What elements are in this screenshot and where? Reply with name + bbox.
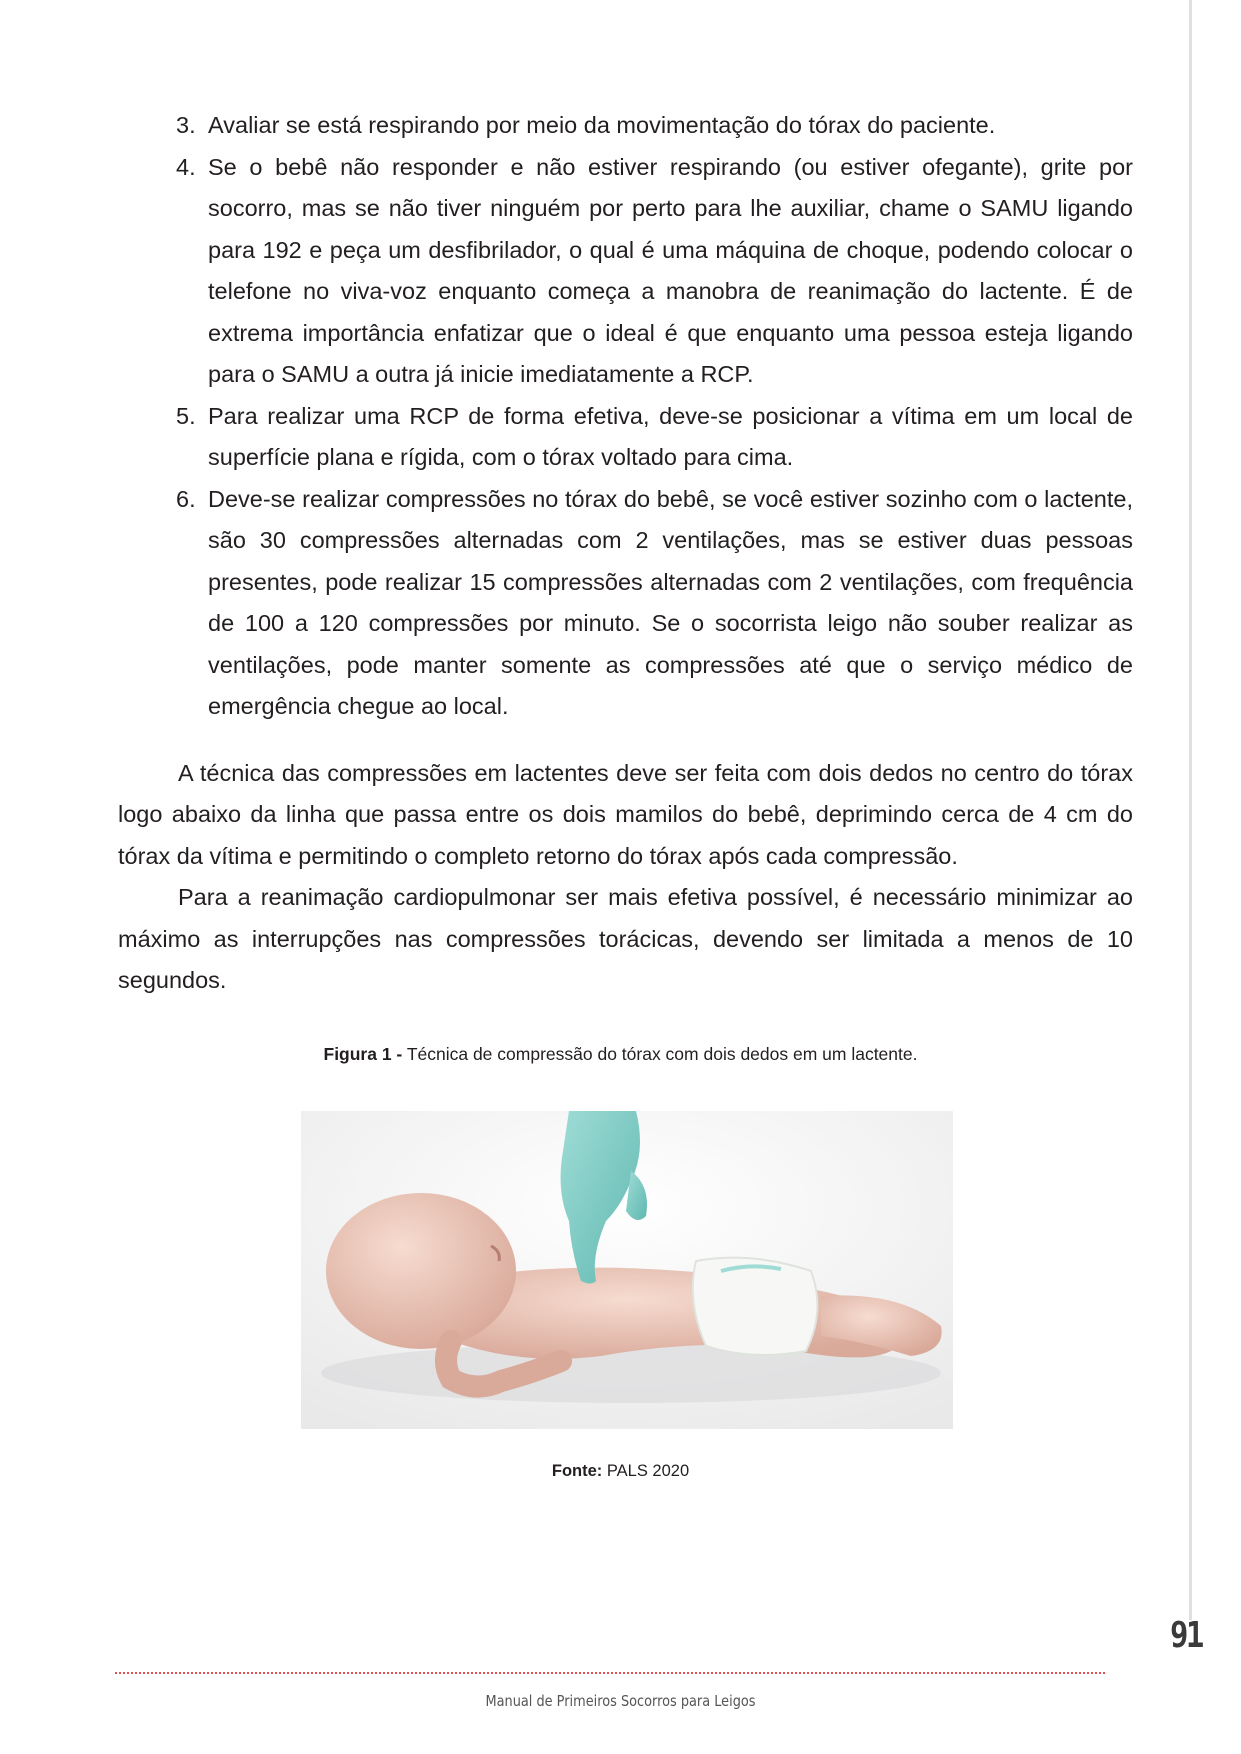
page-number: 91 bbox=[1170, 1615, 1202, 1656]
figure-caption bbox=[0, 1044, 1241, 1065]
list-item bbox=[118, 479, 1133, 728]
figure-image bbox=[301, 1111, 953, 1429]
list-item bbox=[118, 147, 1133, 396]
list-text: Deve-se realizar compressões no tórax do bebê, se você estiver sozinho com o lactente, são 30 compressões alternadas com 2 ventilações, mas se estiver duas pessoas presentes, pode realizar 15 compressões alternadas com 2 ventilações, com frequência de 100 a 120 compressões por minuto. Se o socorrista leigo não souber realizar as ventilações, pode manter somente as compressões até que o serviço médico de emergência chegue ao local. bbox=[208, 485, 1133, 719]
list-item bbox=[118, 396, 1133, 479]
list-text: Para realizar uma RCP de forma efetiva, deve-se posicionar a vítima em um local de superfície plana e rígida, com o tórax voltado para cima. bbox=[208, 402, 1133, 470]
figure-source-text: PALS 2020 bbox=[606, 1462, 690, 1480]
figure-source-label: Fonte: bbox=[551, 1462, 603, 1480]
side-rule bbox=[1189, 0, 1192, 1620]
numbered-list bbox=[118, 105, 1133, 728]
body-paragraph: Para a reanimação cardiopulmonar ser mais efetiva possível, é necessário minimizar ao máximo as interrupções nas compressões torácicas, devendo ser limitada a menos de 10 segundos. bbox=[118, 884, 1133, 993]
list-text: Avaliar se está respirando por meio da movimentação do tórax do paciente. bbox=[208, 112, 996, 138]
page-content bbox=[118, 105, 1133, 1002]
list-number: 4. bbox=[176, 153, 196, 180]
figure-caption-label: Figura 1 - bbox=[323, 1044, 403, 1064]
list-number: 5. bbox=[176, 402, 196, 429]
footer-rule bbox=[115, 1672, 1105, 1674]
footer-title: Manual de Primeiros Socorros para Leigos bbox=[485, 1692, 756, 1710]
figure-source bbox=[0, 1462, 1241, 1481]
infant-cpr-illustration bbox=[301, 1111, 953, 1429]
body-paragraph: A técnica das compressões em lactentes deve ser feita com dois dedos no centro do tórax logo abaixo da linha que passa entre os dois mamilos do bebê, deprimindo cerca de 4 cm do tórax da vítima e permitindo o completo retorno do tórax após cada compressão. bbox=[118, 759, 1133, 869]
list-number: 6. bbox=[176, 485, 196, 512]
list-item bbox=[118, 105, 1133, 147]
list-number: 3. bbox=[176, 112, 196, 138]
list-text: Se o bebê não responder e não estiver respirando (ou estiver ofegante), grite por socorro, mas se não tiver ninguém por perto para lhe auxiliar, chame o SAMU ligando para 192 e peça um desfibrilador, o qual é uma máquina de choque, podendo colocar o telefone no viva-voz enquanto começa a manobra de reanimação do lactente. É de extrema importância enfatizar que o ideal é que enquanto uma pessoa esteja ligando para o SAMU a outra já inicie imediatamente a RCP. bbox=[208, 153, 1133, 387]
figure-caption-text: Técnica de compressão do tórax com dois dedos em um lactente. bbox=[406, 1044, 918, 1064]
